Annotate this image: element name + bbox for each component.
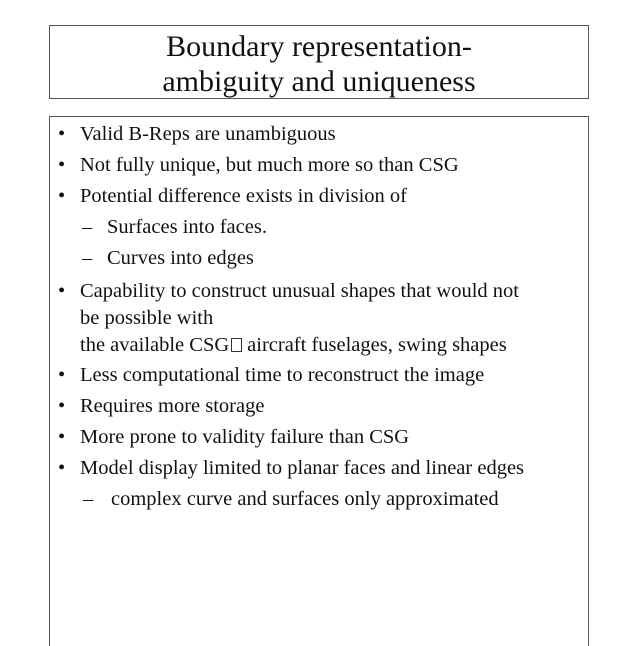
bullet-text-part: aircraft fuselages, swing shapes <box>247 334 507 356</box>
missing-glyph-box-icon <box>231 338 242 352</box>
bullet-text: More prone to validity failure than CSG <box>80 426 410 448</box>
bullet-text-part: the available CSG <box>80 334 230 356</box>
bullet-item <box>58 424 410 451</box>
sub-bullet-text: Surfaces into faces. <box>107 216 267 238</box>
bullet-mark: • <box>58 364 66 386</box>
bullet-mark: • <box>58 426 66 448</box>
bullet-item <box>58 455 525 482</box>
bullet-item <box>58 278 519 359</box>
bullet-item <box>58 183 407 210</box>
bullet-mark: • <box>58 280 66 302</box>
dash-mark: – <box>82 247 93 269</box>
sub-bullet-text: Curves into edges <box>107 247 254 269</box>
slide-title-box <box>49 25 589 99</box>
bullet-text: Model display limited to planar faces and linear edges <box>80 457 525 479</box>
bullet-text: Valid B-Reps are unambiguous <box>80 123 336 145</box>
bullet-text-continued <box>80 332 519 359</box>
sub-bullet-text: complex curve and surfaces only approximated <box>111 488 499 510</box>
dash-mark: – <box>83 488 94 510</box>
slide-title-line-1: Boundary representation- <box>166 30 472 63</box>
sub-bullet-item <box>83 486 499 513</box>
bullet-text: Less computational time to reconstruct the image <box>80 364 485 386</box>
bullet-mark: • <box>58 154 66 176</box>
bullet-mark: • <box>58 185 66 207</box>
bullet-item <box>58 362 485 389</box>
bullet-text: Capability to construct unusual shapes that would not <box>80 280 519 302</box>
sub-bullet-item <box>82 214 267 241</box>
bullet-mark: • <box>58 395 66 417</box>
sub-bullet-item <box>82 245 254 272</box>
bullet-item <box>58 121 336 148</box>
dash-mark: – <box>82 216 93 238</box>
slide-body <box>49 116 589 646</box>
slide-title-line-2: ambiguity and uniqueness <box>162 65 476 98</box>
bullet-text: Requires more storage <box>80 395 265 417</box>
bullet-mark: • <box>58 457 66 479</box>
bullet-mark: • <box>58 123 66 145</box>
bullet-item <box>58 152 459 179</box>
bullet-text: Not fully unique, but much more so than CSG <box>80 154 459 176</box>
bullet-text-continued: be possible with <box>80 307 214 329</box>
bullet-text: Potential difference exists in division of <box>80 185 407 207</box>
bullet-item <box>58 393 265 420</box>
